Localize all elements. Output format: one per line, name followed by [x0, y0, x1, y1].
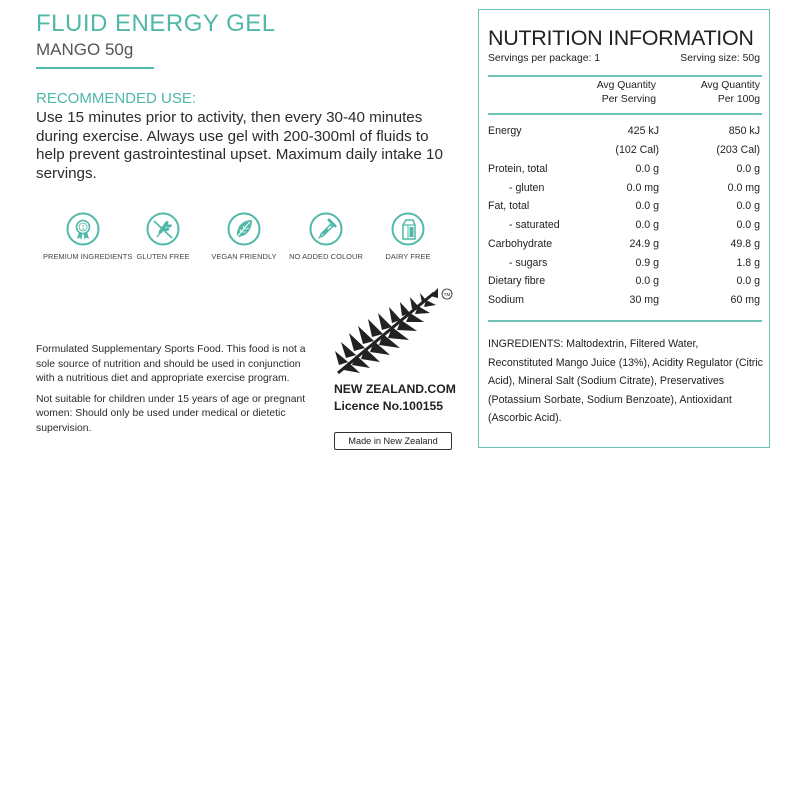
- nutrient-label: Energy: [488, 125, 522, 137]
- servings-per-package: Servings per package: 1: [488, 53, 601, 64]
- nutrition-row-fat: [488, 200, 762, 218]
- nutrient-label: Fat, total: [488, 200, 530, 212]
- nutrient-label: - saturated: [509, 219, 560, 231]
- per-100g-value: 850 kJ: [728, 125, 760, 137]
- column-header-line: Per Serving: [601, 94, 656, 105]
- per-serving-value: 0.0 mg: [626, 182, 659, 194]
- trademark-symbol: TM: [443, 292, 451, 297]
- title-divider: [36, 67, 154, 69]
- nutrition-row-sodium: [488, 294, 762, 312]
- per-100g-value: 0.0 g: [736, 200, 760, 212]
- ribbon-icon: [66, 212, 100, 246]
- per-serving-value: 24.9 g: [629, 238, 659, 250]
- per-100g-value: 0.0 g: [736, 163, 760, 175]
- made-in-badge: Made in New Zealand: [334, 432, 452, 450]
- per-100g-value: 0.0 g: [736, 219, 760, 231]
- badge-premium-ingredients: [43, 212, 133, 261]
- nutrition-row-gluten: [488, 182, 762, 200]
- badge-vegan-friendly: [204, 212, 284, 261]
- product-subtitle: MANGO 50g: [36, 40, 134, 59]
- fern-icon: [335, 288, 438, 373]
- badge-label: DAIRY FREE: [385, 252, 431, 261]
- column-header-per-100g: [640, 79, 760, 107]
- badge-label: PREMIUM INGREDIENTS: [43, 252, 133, 261]
- leaf-icon: [227, 212, 261, 246]
- nz-brand: NEW ZEALAND.COM: [334, 382, 456, 396]
- per-serving-value: (102 Cal): [615, 144, 659, 156]
- badge-label: GLUTEN FREE: [136, 252, 190, 261]
- panel-divider: [488, 113, 762, 115]
- nutrient-label: - sugars: [509, 257, 548, 269]
- nutrition-row-sugars: [488, 257, 762, 275]
- nutrition-row-protein: [488, 163, 762, 181]
- serving-size: Serving size: 50g: [680, 53, 760, 64]
- panel-divider: [488, 320, 762, 322]
- disclaimer-paragraph: Formulated Supplementary Sports Food. This food is not a sole source of nutrition and should be used in conjunction with a nutritious diet and appropriate exercise program.: [36, 344, 306, 385]
- per-100g-value: (203 Cal): [716, 144, 760, 156]
- recommended-use-text: Use 15 minutes prior to activity, then every 30-40 minutes during exercise. Always use gel with 200-300ml of fluids to help prevent gastrointestinal upset. Maximum daily intake 10 servings.: [36, 109, 443, 182]
- per-100g-value: 1.8 g: [736, 257, 760, 269]
- badge-gluten-free: [123, 212, 203, 261]
- per-100g-value: 49.8 g: [730, 238, 760, 250]
- per-100g-value: 0.0 g: [736, 275, 760, 287]
- panel-divider: [488, 75, 762, 77]
- fern-logo: [330, 285, 455, 453]
- badge-label: NO ADDED COLOUR: [289, 252, 363, 261]
- badge-no-added-colour: [286, 212, 366, 261]
- column-header-line: Avg Quantity: [596, 80, 656, 91]
- nutrition-title: NUTRITION INFORMATION: [488, 26, 754, 50]
- nutrition-row-energy: [488, 125, 762, 143]
- nutrient-label: Protein, total: [488, 163, 548, 175]
- column-header-line: Per 100g: [717, 94, 760, 105]
- per-serving-value: 0.9 g: [635, 257, 659, 269]
- nutrition-row-fibre: [488, 275, 762, 293]
- nutrient-label: Carbohydrate: [488, 238, 553, 250]
- nutrient-label: Dietary fibre: [488, 275, 546, 287]
- per-serving-value: 30 mg: [629, 294, 659, 306]
- nutrient-label: Sodium: [488, 294, 524, 306]
- svg-text:1: 1: [81, 225, 85, 232]
- per-100g-value: 60 mg: [730, 294, 760, 306]
- per-serving-value: 0.0 g: [635, 200, 659, 212]
- recommended-use-heading: RECOMMENDED USE:: [36, 90, 197, 107]
- per-serving-value: 425 kJ: [627, 125, 659, 137]
- per-100g-value: 0.0 mg: [727, 182, 760, 194]
- nz-licence: Licence No.100155: [334, 399, 444, 413]
- disclaimer-paragraph: Not suitable for children under 15 years of age or pregnant women: Should only be used under medical or dietetic supervision.: [36, 393, 306, 434]
- nutrition-row-carbohydrate: [488, 238, 762, 256]
- nutrient-label: - gluten: [509, 182, 545, 194]
- ingredients-text: INGREDIENTS: Maltodextrin, Filtered Water, Reconstituted Mango Juice (13%), Acidity Regulator (Citric Acid), Mineral Salt (Sodium Citrate), Preservatives (Potassium Sorbate, Sodium Benzoate), Antioxidant (Ascorbic Acid).: [488, 338, 763, 425]
- wheat-icon: [146, 212, 180, 246]
- nutrition-row-energy-cal: [488, 144, 762, 162]
- product-title: FLUID ENERGY GEL: [36, 10, 276, 37]
- per-serving-value: 0.0 g: [635, 275, 659, 287]
- per-serving-value: 0.0 g: [635, 219, 659, 231]
- feature-badges: [30, 212, 442, 272]
- column-header-per-serving: [536, 79, 656, 107]
- nutrition-row-saturated: [488, 219, 762, 237]
- per-serving-value: 0.0 g: [635, 163, 659, 175]
- dropper-icon: [309, 212, 343, 246]
- badge-dairy-free: [368, 212, 448, 261]
- badge-label: VEGAN FRIENDLY: [211, 252, 277, 261]
- column-header-line: Avg Quantity: [700, 80, 760, 91]
- nutrition-panel: [478, 9, 770, 448]
- milk-carton-icon: [391, 212, 425, 246]
- disclaimer: [36, 343, 311, 443]
